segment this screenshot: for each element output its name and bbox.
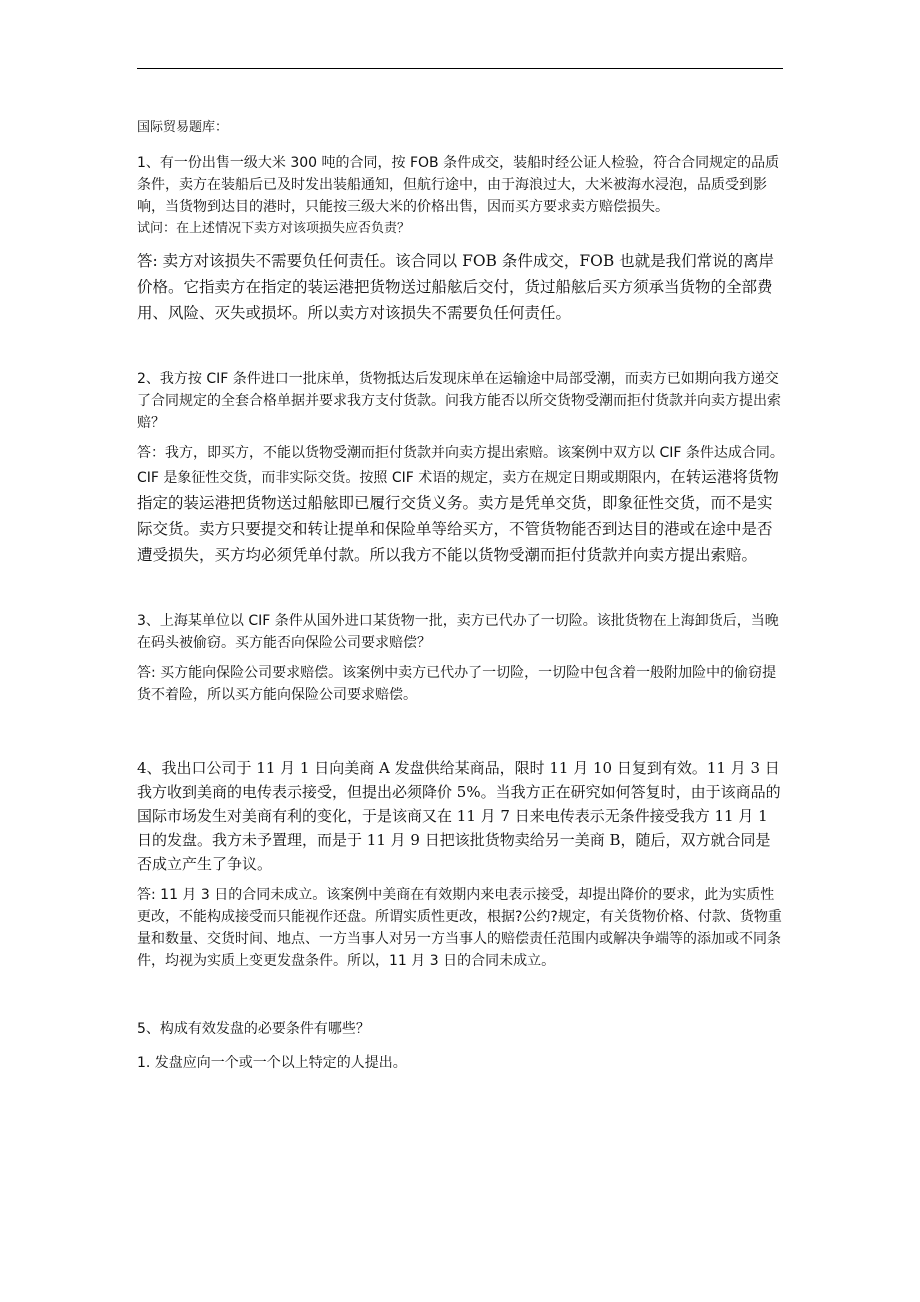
answer-2-part2: 在转运港将货物指定的装运港把货物送过船舷即已履行交货义务。卖方是凭单交货，即象征性交货，而不是实际交货。卖方只要提交和转让提单和保险单等给买方，不管货物能否到达目的港或在途中是否遭受损失，买方均必须凭单付款。所以我方不能以货物受潮而拒付货款并向卖方提出索赔。 [137, 468, 779, 564]
question-3: 3、上海某单位以 CIF 条件从国外进口某货物一批，卖方已代办了一切险。该批货物在上海卸货后，当晚在码头被偷窃。买方能否向保险公司要求赔偿？ [137, 613, 779, 651]
answer-4: 答: 11 月 3 日的合同未成立。该案例中美商在有效期内来电表示接受，却提出降价的要求，此为实质性更改，不能构成接受而只能视作还盘。所谓实质性更改，根据?公约?规定，有关货物价格、付款、货物重量和数量、交货时间、地点、一方当事人对另一方当事人的赔偿责任范围内或解决争端等的添加或不同条件，均视为实质上变更发盘条件。所以，11 月 3 日的合同未成立。 [137, 887, 782, 969]
question-1: 1、有一份出售一级大米 300 吨的合同，按 FOB 条件成交，装船时经公证人检验，符合合同规定的品质条件，卖方在装船后已及时发出装船通知，但航行途中，由于海浪过大，大米被海水浸泡，品质受到影响，当货物到达目的港时，只能按三级大米的价格出售，因而买方要求卖方赔偿损失。 [137, 155, 780, 215]
question-2: 2、我方按 CIF 条件进口一批床单，货物抵达后发现床单在运输途中局部受潮，而卖方已如期向我方递交了合同规定的全套合格单据并要求我方支付货款。问我方能否以所交货物受潮而拒付货款并向卖方提出索赔？ [137, 371, 781, 431]
header-rule [137, 68, 783, 69]
question-5-item-1: 1. 发盘应向一个或一个以上特定的人提出。 [137, 1055, 407, 1071]
question-4: 4、我出口公司于 11 月 1 日向美商 A 发盘供给某商品，限时 11 月 10 日复到有效。11 月 3 日我方收到美商的电传表示接受，但提出必须降价 5%。当我方正在研究如何答复时，由于该商品的国际市场发生对美商有利的变化，于是该商又在 11 月 7 日来电传表示无条件接受我方 11 月 1 日的发盘。我方未予置理，而是于 11 月 9 日把该批货物卖给另一美商 B，随后，双方就合同是否成立产生了争议。 [137, 759, 781, 873]
question-5: 5、构成有效发盘的必要条件有哪些？ [137, 1021, 370, 1037]
answer-2-part1: 答：我方，即买方，不能以货物受潮而拒付货款并向卖方提出索赔。该案例中双方以 CIF 条件达成合同。CIF 是象征性交货，而非实际交货。按照 CIF 术语的规定，卖方在规定日期或期限内， [137, 445, 784, 486]
question-1-prompt: 试问：在上述情况下卖方对该项损失应否负责？ [137, 221, 411, 236]
answer-2 [137, 442, 785, 568]
document-title: 国际贸易题库： [137, 120, 229, 135]
document-body [137, 118, 785, 1074]
answer-3: 答: 买方能向保险公司要求赔偿。该案例中卖方已代办了一切险，一切险中包含着一般附加险中的偷窃提货不着险，所以买方能向保险公司要求赔偿。 [137, 665, 777, 703]
answer-1: 答: 卖方对该损失不需要负任何责任。该合同以 FOB 条件成交，FOB 也就是我们常说的离岸价格。它指卖方在指定的装运港把货物送过船舷后交付，货过船舷后买方须承当货物的全部费用、风险、灭失或损坏。所以卖方对该损失不需要负任何责任。 [137, 252, 775, 322]
